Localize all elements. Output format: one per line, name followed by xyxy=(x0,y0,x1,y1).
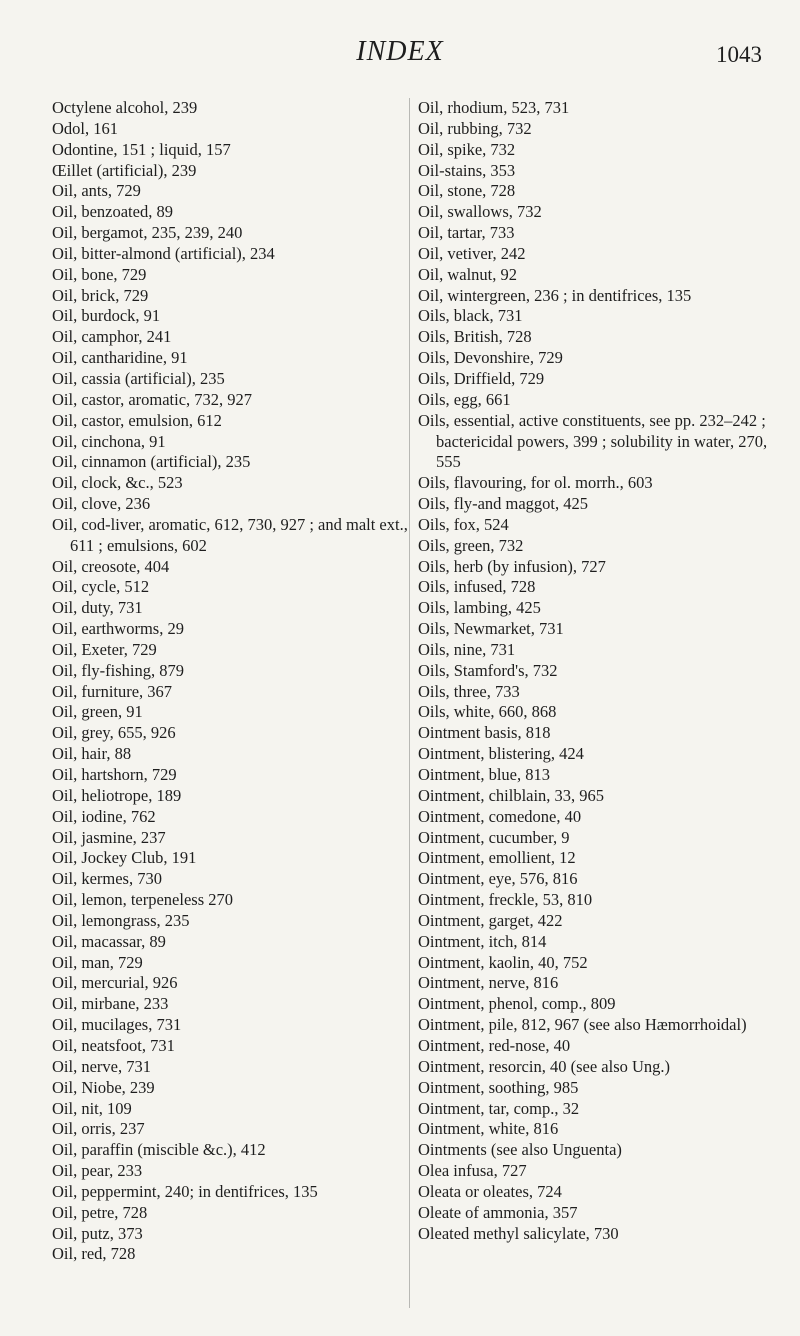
index-entry: Ointment, comedone, 40 xyxy=(418,806,582,826)
index-entry: Oil, ants, 729 xyxy=(52,181,141,201)
index-entry: Oil, cassia (artificial), 235 xyxy=(52,368,225,388)
index-entry: Oils, green, 732 xyxy=(418,535,524,555)
index-entry: Oil, jasmine, 237 xyxy=(52,827,166,847)
index-entry: Oils, herb (by infusion), 727 xyxy=(418,556,606,576)
index-entry: Oil, fly-fishing, 879 xyxy=(52,660,184,680)
index-entry: Oil, Jockey Club, 191 xyxy=(52,848,197,868)
index-entry: Ointment, red-nose, 40 xyxy=(418,1035,571,1055)
index-entry: Ointment, white, 816 xyxy=(418,1119,559,1139)
index-entry: Oil, iodine, 762 xyxy=(52,806,156,826)
index-entry: Oil, cantharidine, 91 xyxy=(52,348,188,368)
index-entry: Oleated methyl salicylate, 730 xyxy=(418,1223,619,1243)
index-entry: Oils, infused, 728 xyxy=(418,577,536,597)
index-entry: Oils, Newmarket, 731 xyxy=(418,619,564,639)
index-entry: Oil, bergamot, 235, 239, 240 xyxy=(52,223,243,243)
index-entry: Olea infusa, 727 xyxy=(418,1161,527,1181)
index-entry: Ointment, phenol, comp., 809 xyxy=(418,994,616,1014)
index-entry: Oils, essential, active constituents, see pp. 232–242 ; bactericidal powers, 399 ; solubility in water, 270, 555 xyxy=(418,410,768,472)
index-entry: Oil, cinchona, 91 xyxy=(52,431,166,451)
index-entry: Odontine, 151 ; liquid, 157 xyxy=(52,139,231,159)
index-entry: Ointment, soothing, 985 xyxy=(418,1077,579,1097)
index-entry: Oil, rubbing, 732 xyxy=(418,118,532,138)
index-entry: Oil, cod-liver, aromatic, 612, 730, 927 ; and malt ext., 611 ; emulsions, 602 xyxy=(52,514,408,555)
index-entry: Oil, castor, emulsion, 612 xyxy=(52,410,222,430)
index-entry: Oil, grey, 655, 926 xyxy=(52,723,176,743)
page-title: INDEX xyxy=(356,36,444,67)
page-number: 1043 xyxy=(716,42,762,67)
index-entry: Oil, mercurial, 926 xyxy=(52,973,178,993)
index-entry: Oil, cinnamon (artificial), 235 xyxy=(52,452,251,472)
index-entry: Oils, three, 733 xyxy=(418,681,520,701)
index-entry: Oleata or oleates, 724 xyxy=(418,1181,562,1201)
index-entry: Oil, kermes, 730 xyxy=(52,869,162,889)
index-entry: Oil, clock, &c., 523 xyxy=(52,473,183,493)
index-entry: Oil, benzoated, 89 xyxy=(52,202,173,222)
index-entry: Oil, camphor, 241 xyxy=(52,327,172,347)
index-entry: Oil, mucilages, 731 xyxy=(52,1015,182,1035)
index-entry: Oil, petre, 728 xyxy=(52,1202,148,1222)
index-entry: Oil, bone, 729 xyxy=(52,264,147,284)
index-entry: Ointment, tar, comp., 32 xyxy=(418,1098,580,1118)
index-entry: Oil, hartshorn, 729 xyxy=(52,765,177,784)
index-entry: Oil, paraffin (miscible &c.), 412 xyxy=(52,1140,266,1160)
index-entry: Oil, stone, 728 xyxy=(418,181,516,201)
column-divider xyxy=(409,98,410,1308)
index-entry: Oil, lemon, terpeneless 270 xyxy=(52,890,234,910)
index-entry: Oil, rhodium, 523, 731 xyxy=(418,98,570,117)
index-entry: Oil, earthworms, 29 xyxy=(52,619,184,639)
index-entry: Oils, fox, 524 xyxy=(418,514,509,534)
index-entry: Ointments (see also Unguenta) xyxy=(418,1140,622,1160)
index-entry: Ointment basis, 818 xyxy=(418,723,551,743)
index-entry: Oil, Niobe, 239 xyxy=(52,1077,155,1097)
index-entry: Oils, Stamford's, 732 xyxy=(418,660,558,680)
index-entry: Oils, nine, 731 xyxy=(418,639,516,659)
index-entry: Oil, peppermint, 240; in dentifrices, 135 xyxy=(52,1181,318,1201)
index-entry: Oil, mirbane, 233 xyxy=(52,994,169,1014)
index-entry: Oil, duty, 731 xyxy=(52,598,143,618)
index-entry: Oleate of ammonia, 357 xyxy=(418,1202,578,1222)
index-entry: Oils, British, 728 xyxy=(418,327,532,347)
index-entry: Oils, fly-and maggot, 425 xyxy=(418,494,589,514)
page-header xyxy=(0,36,800,76)
index-entry: Oil, creosote, 404 xyxy=(52,556,170,576)
index-entry: Oils, Driffield, 729 xyxy=(418,368,545,388)
index-entry: Oils, white, 660, 868 xyxy=(418,702,557,722)
index-entry: Oil, bitter-almond (artificial), 234 xyxy=(52,243,275,263)
index-entry: Ointment, blistering, 424 xyxy=(418,744,584,764)
index-entry: Oil, putz, 373 xyxy=(52,1223,143,1243)
index-entry: Odol, 161 xyxy=(52,118,118,138)
index-entry: Ointment, blue, 813 xyxy=(418,765,550,784)
index-column-left xyxy=(52,98,422,1265)
index-entry: Oil, spike, 732 xyxy=(418,139,516,159)
index-entry: Oil, green, 91 xyxy=(52,702,143,722)
index-entry: Oil, vetiver, 242 xyxy=(418,243,526,263)
index-entry: Oil, macassar, 89 xyxy=(52,931,166,951)
index-entry: Ointment, itch, 814 xyxy=(418,931,547,951)
index-entry: Oil, swallows, 732 xyxy=(418,202,542,222)
index-entry: Oil, nerve, 731 xyxy=(52,1056,151,1076)
index-column-right xyxy=(418,98,790,1244)
index-entry: Œillet (artificial), 239 xyxy=(52,160,197,180)
index-entry: Oil, tartar, 733 xyxy=(418,223,515,243)
index-entry: Oils, black, 731 xyxy=(418,306,523,326)
index-entry: Oils, flavouring, for ol. morrh., 603 xyxy=(418,473,653,493)
index-entry: Ointment, garget, 422 xyxy=(418,910,563,930)
index-entry: Oils, egg, 661 xyxy=(418,389,511,409)
index-entry: Ointment, eye, 576, 816 xyxy=(418,869,578,889)
index-entry: Oil, brick, 729 xyxy=(52,285,149,305)
index-entry: Oil, orris, 237 xyxy=(52,1119,145,1139)
index-entry: Oil, wintergreen, 236 ; in dentifrices, 135 xyxy=(418,285,692,305)
index-entry: Ointment, pile, 812, 967 (see also Hæmorrhoidal) xyxy=(418,1015,747,1035)
index-entry: Ointment, kaolin, 40, 752 xyxy=(418,952,588,972)
index-entry: Oil, lemongrass, 235 xyxy=(52,910,190,930)
index-entry: Oil, heliotrope, 189 xyxy=(52,785,182,805)
index-entry: Oils, lambing, 425 xyxy=(418,598,541,618)
index-entry: Oil, burdock, 91 xyxy=(52,306,161,326)
index-entry: Ointment, nerve, 816 xyxy=(418,973,559,993)
index-entry: Oil-stains, 353 xyxy=(418,160,516,180)
index-entry: Oil, neatsfoot, 731 xyxy=(52,1035,175,1055)
index-entry: Oil, nit, 109 xyxy=(52,1098,132,1118)
index-entry: Oil, man, 729 xyxy=(52,952,143,972)
index-entry: Oil, hair, 88 xyxy=(52,744,132,764)
index-entry: Ointment, chilblain, 33, 965 xyxy=(418,785,605,805)
index-entry: Ointment, cucumber, 9 xyxy=(418,827,570,847)
index-entry: Octylene alcohol, 239 xyxy=(52,98,198,117)
index-entry: Oil, red, 728 xyxy=(52,1244,136,1264)
index-entry: Oil, castor, aromatic, 732, 927 xyxy=(52,389,253,409)
index-entry: Oil, cycle, 512 xyxy=(52,577,150,597)
index-entry: Ointment, freckle, 53, 810 xyxy=(418,890,593,910)
index-entry: Oil, Exeter, 729 xyxy=(52,639,157,659)
index-entry: Oil, clove, 236 xyxy=(52,494,151,514)
index-entry: Oils, Devonshire, 729 xyxy=(418,348,563,368)
index-entry: Oil, walnut, 92 xyxy=(418,264,517,284)
index-entry: Ointment, resorcin, 40 (see also Ung.) xyxy=(418,1056,671,1076)
index-entry: Oil, pear, 233 xyxy=(52,1161,143,1181)
index-entry: Oil, furniture, 367 xyxy=(52,681,173,701)
index-entry: Ointment, emollient, 12 xyxy=(418,848,576,868)
